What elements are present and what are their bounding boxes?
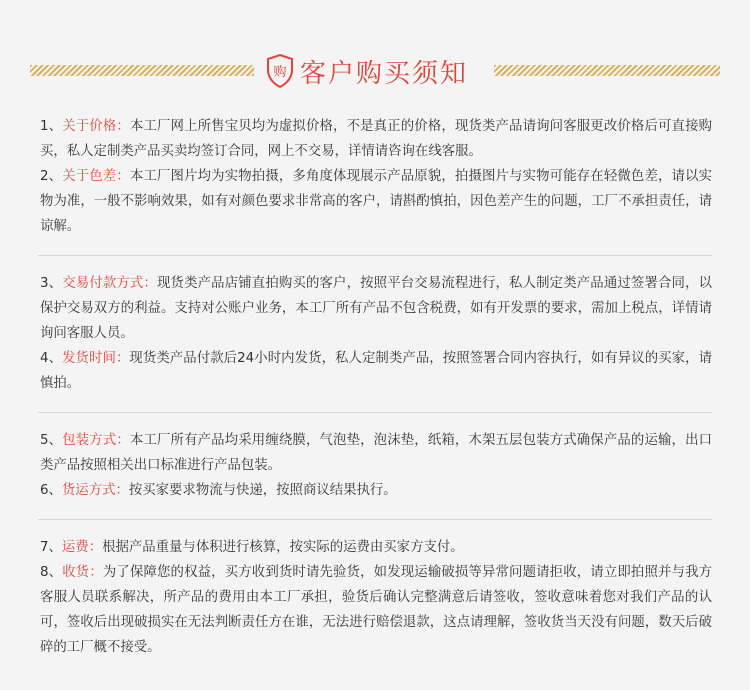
item-separator: ：	[88, 540, 103, 555]
item-label: 发货时间	[62, 351, 116, 366]
shield-badge-icon	[266, 54, 294, 88]
item-text: 现货类产品付款后24小时内发货，私人定制类产品，按照签署合同内容执行，如有异议的买家，请慎拍。	[40, 351, 712, 391]
section-divider	[38, 412, 712, 413]
notice-group	[40, 271, 712, 396]
item-text: 按买家要求物流与快递，按照商议结果执行。	[128, 483, 397, 498]
decorative-stripe-left	[30, 65, 254, 76]
item-number: 3、	[40, 276, 63, 291]
item-text: 本工厂网上所售宝贝均为虚拟价格，不是真正的价格，现货类产品请询问客服更改价格后可直接购买，私人定制类产品买卖均签订合同，网上不交易，详情请咨询在线客服。	[40, 119, 713, 159]
item-number: 6、	[40, 483, 62, 498]
item-label: 交易付款方式	[62, 276, 144, 291]
item-text: 根据产品重量与体积进行核算，按实际的运费由买家方支付。	[102, 540, 464, 555]
section-divider	[38, 519, 712, 520]
item-separator: ：	[116, 169, 130, 184]
item-number: 8、	[40, 565, 63, 580]
item-label: 收货	[62, 565, 90, 580]
notice-item	[40, 114, 712, 164]
item-label: 关于价格	[62, 119, 117, 134]
notice-group	[40, 535, 712, 660]
notice-item	[40, 271, 712, 346]
item-label: 货运方式	[61, 483, 116, 498]
shield-icon-char: 购	[273, 65, 287, 80]
item-label: 运费	[61, 540, 89, 555]
item-separator: ：	[115, 351, 130, 366]
item-separator: ：	[116, 433, 130, 448]
notice-item	[40, 164, 712, 239]
item-text: 本工厂图片均为实物拍摄，多角度体现展示产品原貌，拍摄图片与实物可能存在轻微色差，请以实物为准，一般不影响效果，如有对颜色要求非常高的客户，请斟酌慎拍，因色差产生的问题，工厂不承担责任，请谅解。	[40, 169, 713, 234]
item-number: 5、	[40, 433, 63, 448]
item-text: 现货类产品店铺直拍购买的客户，按照平台交易流程进行，私人制定类产品通过签署合同，以保护交易双方的利益。支持对公账户业务，本工厂所有产品不包含税费，如有开发票的要求，需加上税点，详情请询问客服人员。	[40, 276, 713, 341]
notice-item	[40, 478, 712, 503]
item-number: 2、	[40, 169, 63, 184]
notice-item	[40, 346, 712, 396]
decorative-stripe-right	[494, 65, 720, 76]
page-title: 客户购买须知	[300, 58, 469, 89]
item-text: 为了保障您的权益，买方收到货时请先验货，如发现运输破损等异常问题请拒收，请立即拍照并与我方客服人员联系解决，所产品的费用由本工厂承担，验货后确认完整满意后请签收，签收意味着您对我们产品的认可，签收后出现破损实在无法判断责任方在谁，无法进行赔偿退款，这点请理解，签收货当天没有问题，数天后破碎的工厂概不接受。	[40, 565, 713, 655]
item-separator: ：	[89, 565, 103, 580]
notice-group	[40, 428, 712, 503]
notice-content	[40, 114, 712, 660]
item-number: 1、	[40, 119, 63, 134]
item-label: 关于色差	[62, 169, 117, 184]
section-divider	[38, 255, 712, 256]
notice-header	[0, 52, 750, 90]
item-label: 包装方式	[62, 433, 117, 448]
title-group	[266, 52, 468, 90]
item-separator: ：	[115, 483, 129, 498]
notice-item	[40, 560, 712, 660]
item-number: 4、	[40, 351, 63, 366]
item-text: 本工厂所有产品均采用缠绕膜，气泡垫，泡沫垫，纸箱，木架五层包装方式确保产品的运输，出口类产品按照相关出口标准进行产品包装。	[40, 433, 713, 473]
notice-item	[40, 428, 712, 478]
item-number: 7、	[40, 540, 62, 555]
notice-group	[40, 114, 712, 239]
notice-item	[40, 535, 712, 560]
item-separator: ：	[116, 119, 130, 134]
item-separator: ：	[143, 276, 158, 291]
